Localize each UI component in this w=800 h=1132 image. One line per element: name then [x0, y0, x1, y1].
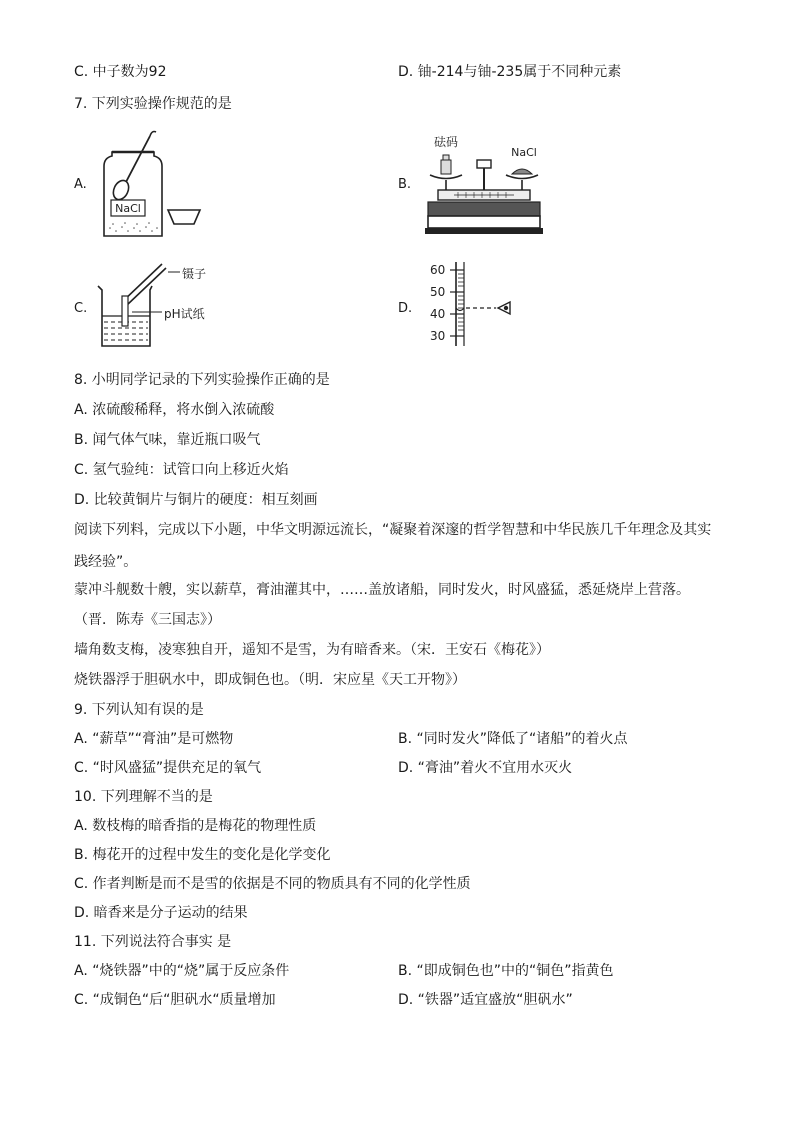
q11-stem: 11. 下列说法符合事实 是	[74, 934, 232, 950]
q10-stem: 10. 下列理解不当的是	[74, 789, 213, 805]
q7-figure-a-bottle-label: NaCl	[115, 202, 141, 215]
q7-stem: 7. 下列实验操作规范的是	[74, 96, 232, 112]
q7-option-b-label: B.	[398, 177, 412, 192]
reading-passage-3: 烧铁器浮于胆矾水中，即成铜色也。（明．宋应星《天工开物》）	[74, 672, 466, 688]
q6-option-d: D. 铀-214与铀-235属于不同种元素	[398, 64, 622, 80]
q9-stem: 9. 下列认知有误的是	[74, 702, 204, 718]
q11-option-a: A. “烧铁器”中的“烧”属于反应条件	[74, 963, 290, 979]
q7-figure-c-ph-test	[94, 260, 224, 352]
q8-stem: 8. 小明同学记录的下列实验操作正确的是	[74, 372, 330, 388]
q10-option-a: A. 数枝梅的暗香指的是梅花的物理性质	[74, 818, 317, 834]
reading-intro-line-1: 阅读下列料，完成以下小题，中华文明源远流长，“凝聚着深邃的哲学智慧和中华民族几千年理念及其实	[74, 522, 712, 538]
q11-option-b: B. “即成铜色也”中的“铜色”指黄色	[398, 963, 614, 979]
reading-intro-line-2: 践经验”。	[74, 554, 138, 570]
q8-option-c: C. 氢气验纯：试管口向上移近火焰	[74, 462, 289, 478]
q10-option-c: C. 作者判断是而不是雪的依据是不同的物质具有不同的化学性质	[74, 876, 471, 892]
reading-passage-1: 蒙冲斗舰数十艘，实以薪草，膏油灌其中，……盖放诸船，同时发火，时风盛猛，悉延烧岸上营落。	[74, 582, 690, 598]
q7-option-a-label: A.	[74, 177, 87, 192]
q8-option-d: D. 比较黄铜片与铜片的硬度：相互刻画	[74, 492, 318, 508]
q7-figure-c-paper-label: pH试纸	[164, 307, 205, 321]
q10-option-d: D. 暗香来是分子运动的结果	[74, 905, 248, 921]
q9-option-d: D. “膏油”着火不宜用水灭火	[398, 760, 573, 776]
q10-option-b: B. 梅花开的过程中发生的变化是化学变化	[74, 847, 331, 863]
reading-passage-1-source: （晋．陈寿《三国志》）	[74, 612, 221, 628]
q7-figure-d-tick-30: 30	[430, 329, 446, 343]
q7-figure-d-tick-60: 60	[430, 263, 446, 277]
q7-figure-c-tweezers-label: 镊子	[182, 267, 207, 281]
q11-option-d: D. “铁器”适宜盛放“胆矾水”	[398, 992, 573, 1008]
q9-option-a: A. “薪草”“膏油”是可燃物	[74, 731, 234, 747]
q9-option-c: C. “时风盛猛”提供充足的氧气	[74, 760, 262, 776]
q7-option-d-label: D.	[398, 301, 413, 316]
q7-figure-b-weight-label: 砝码	[433, 135, 459, 149]
q7-figure-d-tick-50: 50	[430, 285, 446, 299]
q7-figure-b-balance	[424, 130, 548, 238]
q6-option-c: C. 中子数为92	[74, 64, 167, 80]
q8-option-b: B. 闻气体气味，靠近瓶口吸气	[74, 432, 261, 448]
q9-option-b: B. “同时发火”降低了“诸船”的着火点	[398, 731, 628, 747]
q7-figure-a-reagent-bottle	[96, 124, 208, 242]
q7-option-c-label: C.	[74, 301, 88, 316]
q11-option-c: C. “成铜色“后“胆矾水“质量增加	[74, 992, 276, 1008]
reading-passage-2: 墙角数支梅，凌寒独自开，遥知不是雪，为有暗香来。（宋．王安石《梅花》）	[74, 642, 550, 658]
q8-option-a: A. 浓硫酸稀释，将水倒入浓硫酸	[74, 402, 275, 418]
q7-figure-d-graduated-cylinder	[420, 258, 520, 350]
q7-figure-d-tick-40: 40	[430, 307, 446, 321]
q7-figure-b-sample-label: NaCl	[511, 146, 537, 159]
